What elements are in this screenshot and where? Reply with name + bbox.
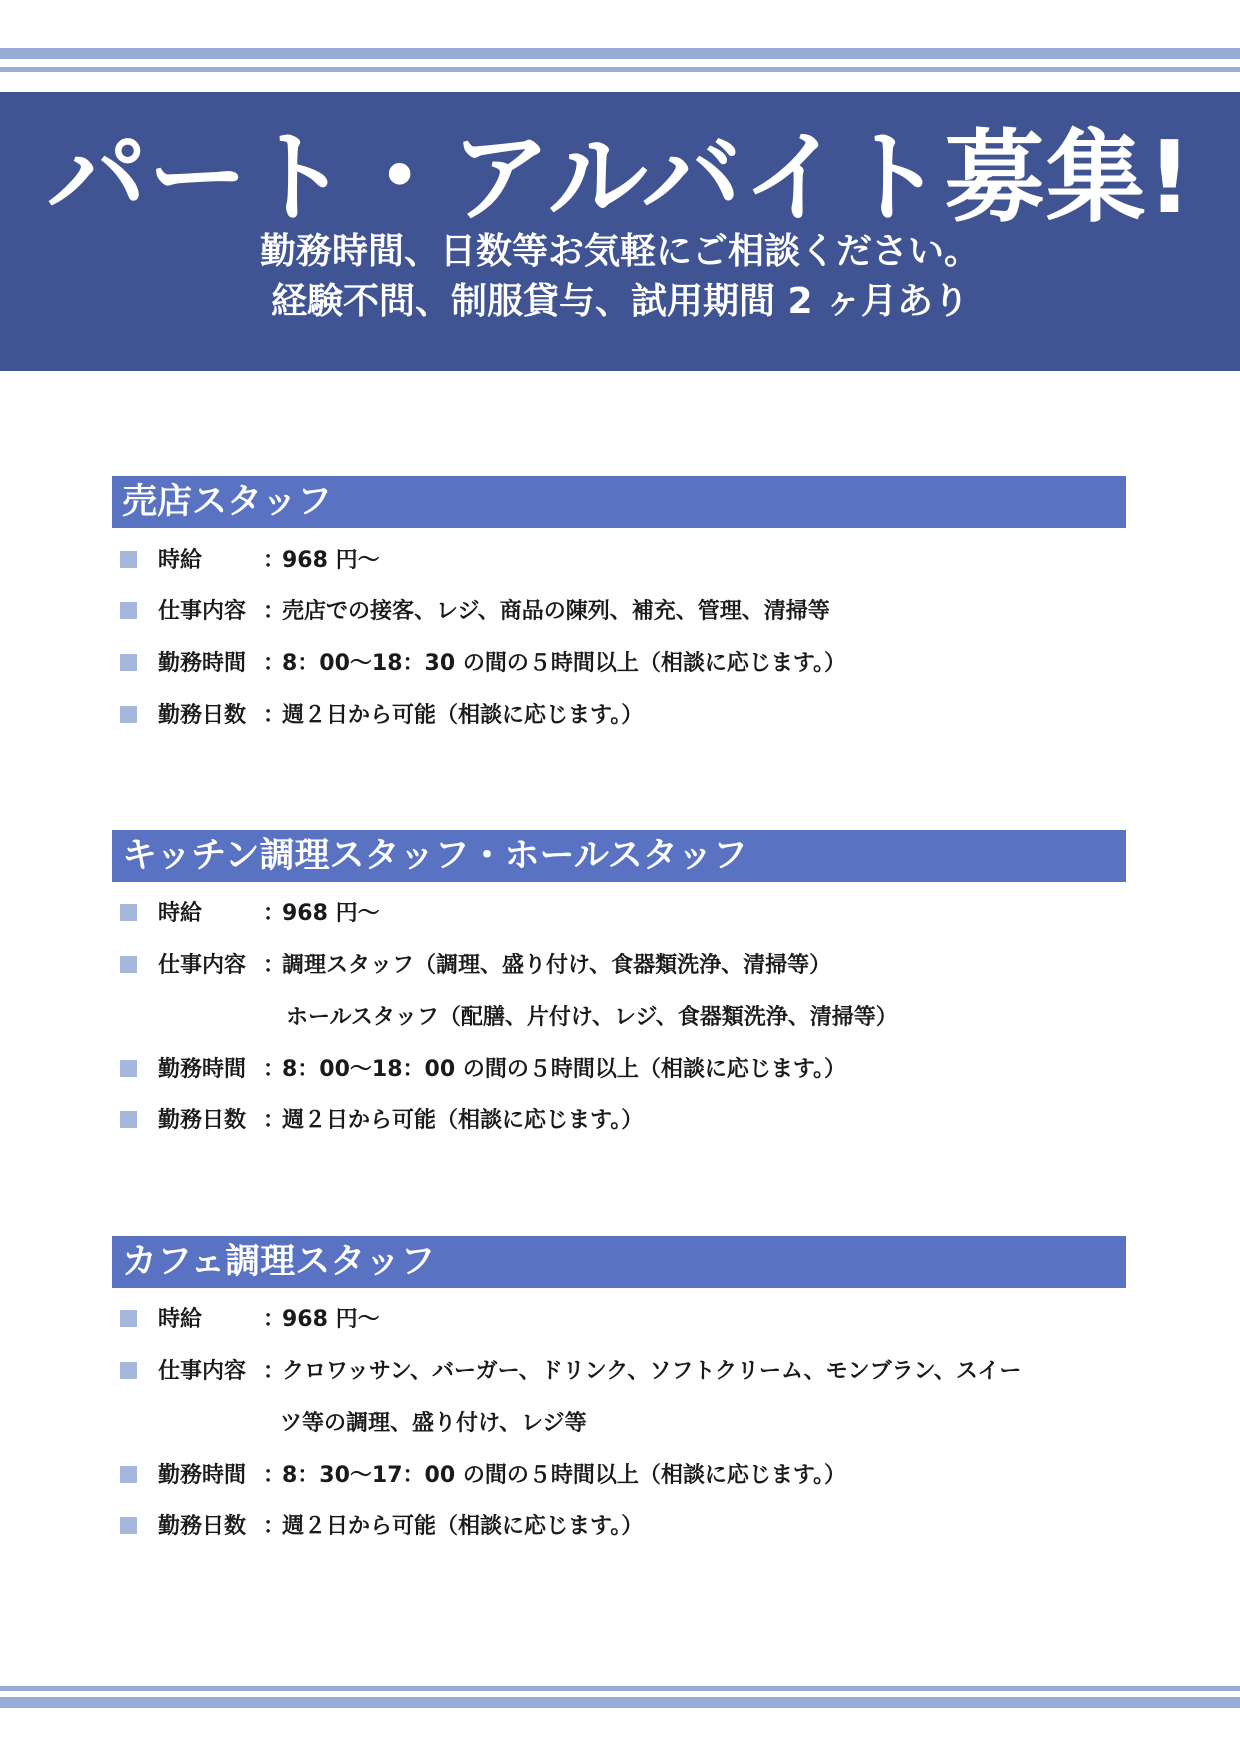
- work-hours-label: 勤務時間: [158, 1057, 247, 1082]
- bullet-square-icon: [120, 956, 137, 973]
- work-days-value: 週２日から可能（相談に応じます。）: [282, 703, 644, 728]
- bullet-square-icon: [120, 904, 137, 921]
- bullet-square-icon: [120, 1060, 137, 1077]
- work-days-label: 勤務日数: [158, 703, 247, 728]
- colon-separator: ：: [263, 901, 286, 926]
- bullet-square-icon: [120, 706, 137, 723]
- colon-separator: ：: [263, 1307, 286, 1332]
- header-band: [0, 92, 1240, 371]
- header-subtitle-1: 勤務時間、日数等お気軽にご相談ください。: [259, 231, 980, 272]
- work-content-continuation: ツ等の調理、盛り付け、レジ等: [280, 1411, 587, 1436]
- page-title: パート・アルバイト募集!: [46, 119, 1194, 236]
- colon-separator: ：: [263, 1057, 286, 1082]
- work-days-value: 週２日から可能（相談に応じます。）: [282, 1108, 644, 1133]
- wage-value: 968 円～: [282, 1307, 380, 1332]
- colon-separator: ：: [263, 548, 286, 573]
- bottom-stripe-thin: [0, 1686, 1240, 1691]
- work-content-label: 仕事内容: [158, 599, 247, 624]
- work-hours-label: 勤務時間: [158, 651, 247, 676]
- wage-label: 時給: [158, 901, 203, 926]
- section-title-shop-staff: 売店スタッフ: [112, 476, 1126, 528]
- work-days-value: 週２日から可能（相談に応じます。）: [282, 1514, 644, 1539]
- work-content-value: 調理スタッフ（調理、盛り付け、食器類洗浄、清掃等）: [282, 953, 832, 978]
- work-days-label: 勤務日数: [158, 1108, 247, 1133]
- wage-label: 時給: [158, 548, 203, 573]
- bullet-square-icon: [120, 1466, 137, 1483]
- wage-label: 時給: [158, 1307, 203, 1332]
- work-content-value: 売店での接客、レジ、商品の陳列、補充、管理、清掃等: [282, 599, 830, 624]
- colon-separator: ：: [263, 1514, 286, 1539]
- work-content-continuation: ホールスタッフ（配膳、片付け、レジ、食器類洗浄、清掃等）: [286, 1005, 898, 1030]
- bullet-square-icon: [120, 1517, 137, 1534]
- top-stripe-thick: [0, 48, 1240, 59]
- work-content-value: クロワッサン、バーガー、ドリンク、ソフトクリーム、モンブラン、スイー: [282, 1359, 1022, 1384]
- bullet-square-icon: [120, 1111, 137, 1128]
- colon-separator: ：: [263, 1463, 286, 1488]
- colon-separator: ：: [263, 1359, 286, 1384]
- colon-separator: ：: [263, 599, 286, 624]
- colon-separator: ：: [263, 651, 286, 676]
- wage-value: 968 円～: [282, 901, 380, 926]
- colon-separator: ：: [263, 1108, 286, 1133]
- work-days-label: 勤務日数: [158, 1514, 247, 1539]
- section-title-kitchen-hall-staff: キッチン調理スタッフ・ホールスタッフ: [112, 830, 1126, 882]
- bullet-square-icon: [120, 1362, 137, 1379]
- wage-value: 968 円～: [282, 548, 380, 573]
- bullet-square-icon: [120, 551, 137, 568]
- bullet-square-icon: [120, 602, 137, 619]
- work-content-label: 仕事内容: [158, 953, 247, 978]
- work-hours-value: 8：30～17：00 の間の５時間以上（相談に応じます。）: [282, 1463, 847, 1488]
- bullet-square-icon: [120, 1310, 137, 1327]
- bullet-square-icon: [120, 654, 137, 671]
- colon-separator: ：: [263, 703, 286, 728]
- work-hours-value: 8：00～18：00 の間の５時間以上（相談に応じます。）: [282, 1057, 847, 1082]
- work-hours-value: 8：00～18：30 の間の５時間以上（相談に応じます。）: [282, 651, 847, 676]
- work-content-label: 仕事内容: [158, 1359, 247, 1384]
- colon-separator: ：: [263, 953, 286, 978]
- work-hours-label: 勤務時間: [158, 1463, 247, 1488]
- top-stripe-thin: [0, 67, 1240, 72]
- section-title-cafe-staff: カフェ調理スタッフ: [112, 1236, 1126, 1288]
- bottom-stripe-thick: [0, 1697, 1240, 1708]
- header-subtitle-2: 経験不問、制服貸与、試用期間 2 ヶ月あり: [270, 281, 970, 322]
